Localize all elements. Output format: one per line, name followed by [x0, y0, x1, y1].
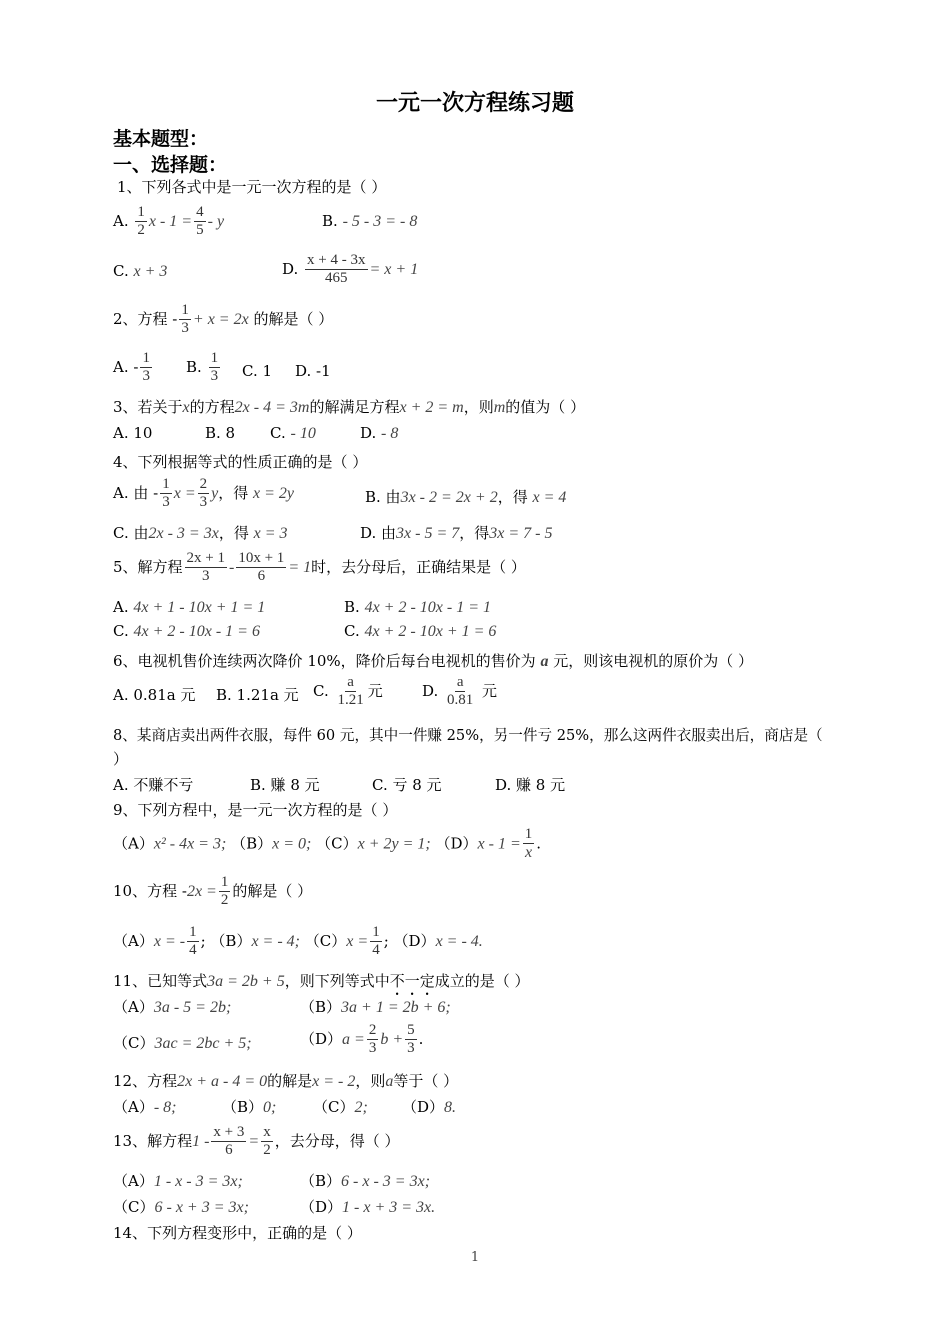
q13-option-c: （C）6 - x + 3 = 3x; — [113, 1198, 249, 1216]
q11-option-a: （A）3a - 5 = 2b; — [113, 998, 232, 1016]
q2-option-a: A. - $\frac{1}{3}$ — [113, 350, 150, 385]
q14-stem: 14、下列方程变形中，正确的是（ ） — [113, 1224, 362, 1242]
q5-option-a: A. 4x + 1 - 10x + 1 = 1 — [113, 598, 266, 616]
q13-stem: 13、解方程1 - $\frac{x + 3}{6}$ = $\frac{x}{2}$ ，去分母，得（ ） — [113, 1124, 400, 1159]
q13-option-b: （B）6 - x - 3 = 3x; — [300, 1172, 431, 1190]
q1-option-c: C. x + 3 — [113, 262, 168, 280]
q6-option-b: B. 1.21a 元 — [216, 686, 299, 704]
q12-option-b: （B）0; — [222, 1098, 277, 1116]
q12-option-d: （D）8. — [402, 1098, 457, 1116]
q9-options: （A）x² - 4x = 3; （B）x = 0; （C）x + 2y = 1; （D）x - 1 = $\frac{1}{x}$ . — [113, 826, 542, 862]
q13-option-a: （A）1 - x - 3 = 3x; — [113, 1172, 243, 1190]
page-number: 1 — [470, 1250, 480, 1265]
q4-option-a: A. 由 - $\frac{1}{3}$ x = $\frac{2}{3}$ y，得 x = 2y — [113, 476, 295, 511]
q3-option-a: A. 10 — [113, 424, 153, 442]
q13-option-d: （D）1 - x + 3 = 3x. — [300, 1198, 436, 1216]
q3-option-c: C. - 10 — [270, 424, 316, 442]
q8-stem: 8、某商店卖出两件衣服，每件 60 元，其中一件赚 25%，另一件亏 25%，那么这两件衣服卖出后，商店是（ — [113, 727, 823, 744]
document-title: 一元一次方程练习题 — [375, 91, 574, 116]
q2-option-d: D. -1 — [295, 362, 331, 380]
section-multiple-choice: 一、选择题： — [113, 154, 228, 176]
q11-stem: 11、已知等式3a = 2b + 5，则下列等式中不一定成立的是（ ） — [113, 972, 530, 990]
q12-option-a: （A）- 8; — [113, 1098, 177, 1116]
q8-option-c: C. 亏 8 元 — [372, 776, 442, 794]
q8-stem-cont: ） — [113, 750, 129, 768]
q10-options: （A）x = - $\frac{1}{4}$ ; （B）x = - 4; （C）x = $\frac{1}{4}$ ; （D）x = - 4. — [113, 924, 483, 959]
q6-option-a: A. 0.81a 元 — [113, 686, 196, 704]
q6-option-d: D. $\frac{a}{0.81}$ 元 — [422, 674, 498, 709]
q5-option-d: C. 4x + 2 - 10x + 1 = 6 — [344, 622, 497, 640]
q3-option-b: B. 8 — [205, 424, 236, 442]
q12-stem: 12、方程2x + a - 4 = 0的解是x = - 2，则a等于（ ） — [113, 1072, 459, 1090]
q1-option-d: D. $\frac{x + 4 - 3x}{465}$ = x + 1 — [282, 252, 419, 287]
section-basic-types: 基本题型： — [113, 128, 209, 150]
q4-option-b: B. 由3x - 2 = 2x + 2，得 x = 4 — [365, 488, 567, 506]
q11-option-d: （D）a = $\frac{2}{3}$ b + $\frac{5}{3}$ . — [300, 1022, 424, 1057]
q5-stem: 5、解方程 $\frac{2x + 1}{3}$ - $\frac{10x + 1}{6}$ = 1时，去分母后，正确结果是（ ） — [113, 550, 526, 585]
q1-option-a: A. $\frac{1}{2}$ x - 1 = $\frac{4}{5}$ - y — [113, 204, 225, 239]
q11-option-b: （B）3a + 1 = 2b + 6; — [300, 998, 451, 1016]
q8-option-d: D. 赚 8 元 — [495, 776, 566, 794]
q4-option-d: D. 由3x - 5 = 7，得3x = 7 - 5 — [360, 524, 553, 542]
q2-stem: 2、方程 - $\frac{1}{3}$ + x = 2x 的解是（ ） — [113, 302, 334, 337]
q9-stem: 9、下列方程中，是一元一次方程的是（ ） — [113, 801, 398, 819]
q12-option-c: （C）2; — [313, 1098, 368, 1116]
q5-option-c: C. 4x + 2 - 10x - 1 = 6 — [113, 622, 260, 640]
q5-option-b: B. 4x + 2 - 10x - 1 = 1 — [344, 598, 492, 616]
q3-option-d: D. - 8 — [360, 424, 399, 442]
q1-stem: 1、下列各式中是一元一次方程的是（ ） — [117, 178, 387, 196]
q4-stem: 4、下列根据等式的性质正确的是（ ） — [113, 453, 368, 471]
q2-option-c: C. 1 — [242, 362, 273, 380]
q6-option-c: C. $\frac{a}{1.21}$ 元 — [313, 674, 383, 709]
q3-stem: 3、若关于x的方程2x - 4 = 3m的解满足方程x + 2 = m，则m的值为（ ） — [113, 398, 586, 416]
q2-option-b: B. $\frac{1}{3}$ — [186, 350, 219, 385]
q11-option-c: （C）3ac = 2bc + 5; — [113, 1034, 252, 1052]
q6-stem: 6、电视机售价连续两次降价 10%，降价后每台电视机的售价为 a 元，则该电视机的原价为（ ） — [113, 652, 753, 670]
q1-option-b: B. - 5 - 3 = - 8 — [322, 212, 418, 230]
q4-option-c: C. 由2x - 3 = 3x，得 x = 3 — [113, 524, 288, 542]
q8-option-b: B. 赚 8 元 — [250, 776, 320, 794]
q10-stem: 10、方程 -2x = $\frac{1}{2}$ 的解是（ ） — [113, 874, 313, 909]
q8-option-a: A. 不赚不亏 — [113, 776, 194, 794]
